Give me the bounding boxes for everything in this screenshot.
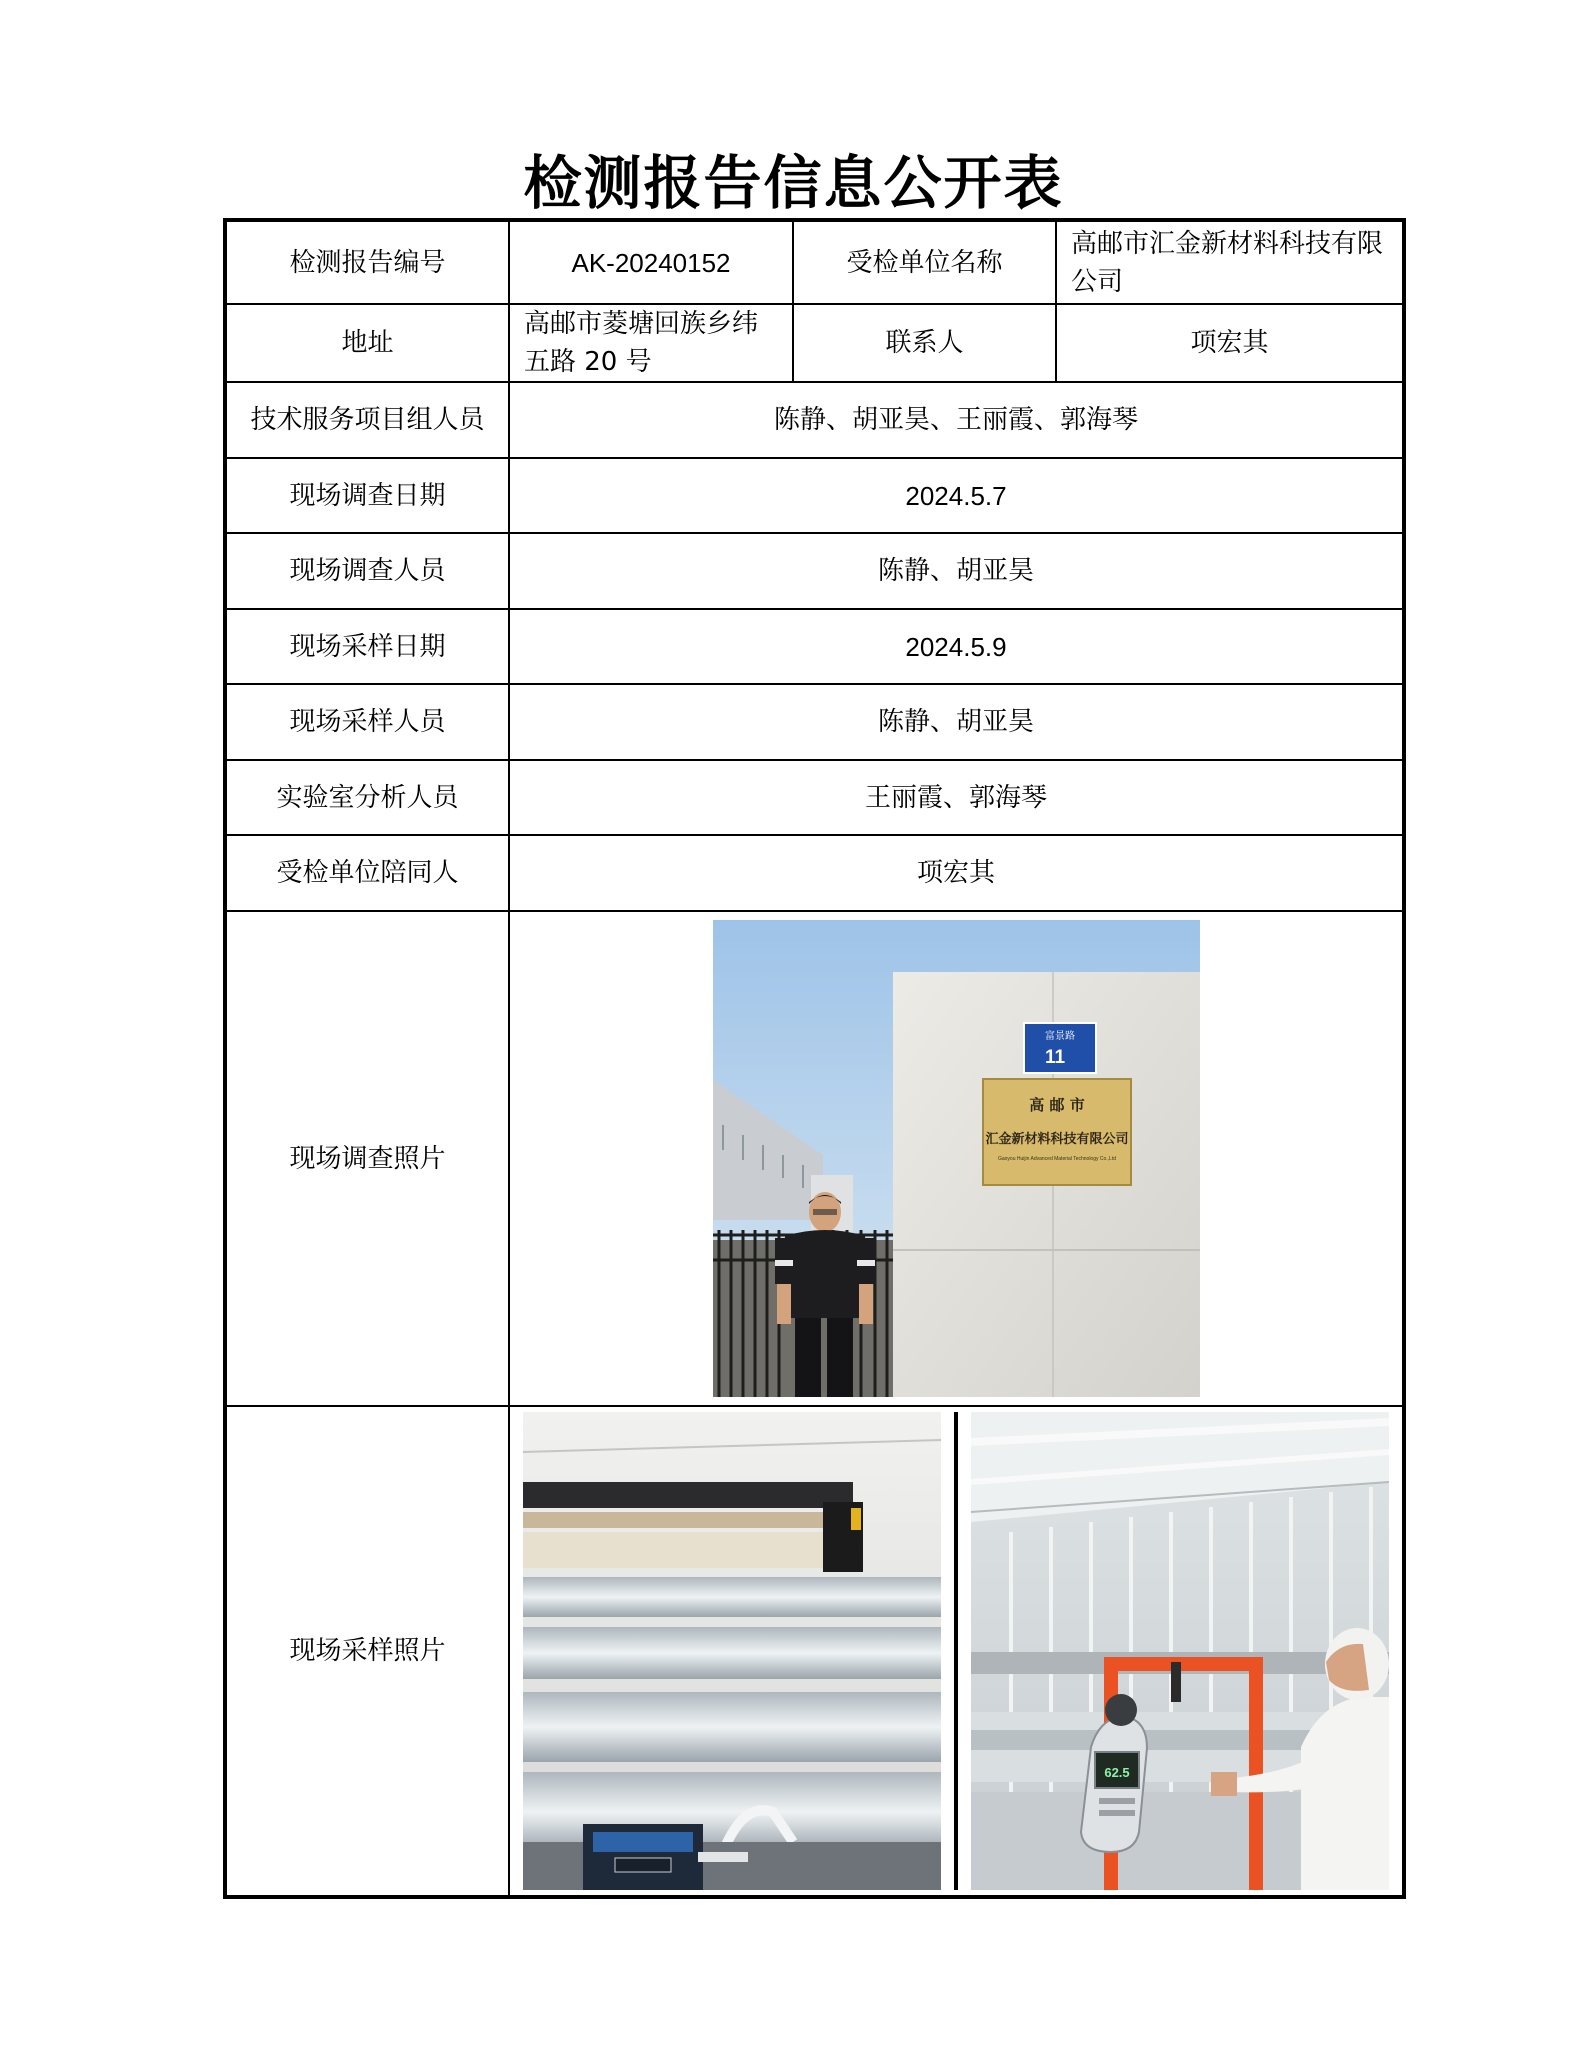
lab-staff-label: 实验室分析人员 [225,760,509,835]
sampling-photo-worker [971,1412,1389,1890]
table-row [225,382,1404,458]
sampling-photo-label: 现场采样照片 [225,1406,509,1897]
survey-photo [713,920,1200,1397]
survey-photo-label: 现场调查照片 [225,911,509,1406]
meter-reading: 62.5 [1104,1765,1130,1780]
unit-name-value: 高邮市汇金新材料科技有限公司 [1056,220,1404,304]
table-row [225,1406,1404,1897]
survey-date-label: 现场调查日期 [225,458,509,533]
lab-staff-value: 王丽霞、郭海琴 [509,760,1404,835]
table-row [225,760,1404,835]
survey-date-value: 2024.5.7 [509,458,1404,533]
sampling-staff-label: 现场采样人员 [225,684,509,760]
report-no-label: 检测报告编号 [225,220,509,304]
table-row [225,684,1404,760]
report-table [223,218,1406,1899]
unit-name-label: 受检单位名称 [793,220,1056,304]
survey-staff-label: 现场调查人员 [225,533,509,609]
table-row [225,458,1404,533]
sampling-staff-value: 陈静、胡亚昊 [509,684,1404,760]
table-row [225,533,1404,609]
table-row [225,609,1404,684]
table-row [225,304,1404,382]
address-label: 地址 [225,304,509,382]
table-row [225,911,1404,1406]
survey-staff-value: 陈静、胡亚昊 [509,533,1404,609]
report-no-value: AK-20240152 [509,220,793,304]
team-value: 陈静、胡亚昊、王丽霞、郭海琴 [509,382,1404,458]
table-row [225,835,1404,911]
contact-value: 项宏其 [1056,304,1404,382]
table-row [225,220,1404,304]
plaque-city: 高 邮 市 [1028,1096,1085,1114]
sampling-date-label: 现场采样日期 [225,609,509,684]
team-label: 技术服务项目组人员 [225,382,509,458]
street-sign-road: 富景路 [1044,1031,1075,1042]
escort-label: 受检单位陪同人 [225,835,509,911]
plaque-english: Gaoyou Huijin Advanced Material Technology Co.,Ltd [997,1156,1116,1162]
sampling-date-value: 2024.5.9 [509,609,1404,684]
page-title: 检测报告信息公开表 [523,149,1064,217]
contact-label: 联系人 [793,304,1056,382]
street-sign-number: 11 [1044,1047,1065,1068]
escort-value: 项宏其 [509,835,1404,911]
plaque-company: 汇金新材料科技有限公司 [984,1132,1129,1147]
address-value: 高邮市菱塘回族乡纬五路 20 号 [509,304,793,382]
sampling-photo-rollers [523,1412,941,1890]
